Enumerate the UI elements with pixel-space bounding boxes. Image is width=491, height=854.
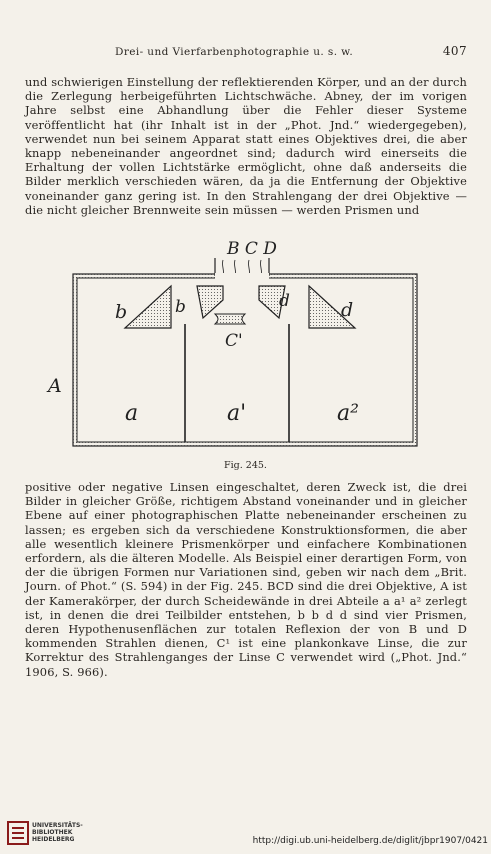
running-title: Drei- und Vierfarbenphotographie u. s. w. <box>115 46 354 58</box>
paragraph-1: und schwierigen Einstellung der reflektierenden Körper, und an der durch die Zerlegung herbeigeführten Lichtschwäche. Abney, der im vorigen Jahre selbst eine Abhandlung über die Fehler dieser Systeme veröffentlicht hat (ihr Inhalt ist in der „Phot. Jnd.“ wiedergegeben), verwendet nun bei seinem Apparat statt eines Objektives drei, die aber knapp nebeneinander angeordnet sind; dadurch wird einerseits die Erhaltung der vollen Lichtstärke ermöglicht, ohne daß anderseits die Bilder merklich verschieden wären, da ja die Entfernung der Objektive voneinander ganz gering ist. In den Strahlengang der drei Objektive — die nicht gleicher Brennweite sein müssen — werden Prismen und <box>25 75 467 217</box>
figure-245 <box>45 240 445 460</box>
body-bottom-fill <box>73 442 417 446</box>
label-compartment-a: a <box>125 401 139 426</box>
library-logo <box>6 818 126 850</box>
label-bcd: B C D <box>227 240 277 259</box>
figure-caption: Fig. 245. <box>224 460 267 471</box>
paragraph-2: positive oder negative Linsen eingeschaltet, deren Zweck ist, die drei Bilder in gleicher Größe, richtigem Abstand voneinander und in gleicher Ebene auf einer photographischen Platte nebeneinander erscheinen zu lassen; es ergeben sich da verschiedene Konstruktionsformen, die aber alle wesentlich kleinere Prismenkörper und einfachere Kombinationen erfordern, als die älteren Modelle. Als Beispiel einer derartigen Form, von der die übrigen Formen nur Variationen sind, geben wir nach dem „Brit. Journ. of Phot.“ (S. 594) in der Fig. 245. BCD sind die drei Objektive, A ist der Kamerakörper, der durch Scheidewände in drei Abteile a a¹ a² zerlegt ist, in denen die drei Teilbilder entstehen, b b d d sind vier Prismen, deren Hypothenusenflächen zur totalen Reflexion der von B und D kommenden Strahlen dienen, C¹ ist eine plankonkave Linse, die zur Korrektur des Strahlenganges der Linse C verwendet wird („Phot. Jnd.“ 1906, S. 966). <box>25 480 467 679</box>
logo-line-1: UNIVERSITÄTS- <box>32 822 83 829</box>
logo-line-3: HEIDELBERG <box>32 836 75 843</box>
label-camera-body: A <box>48 375 62 397</box>
lens-c-prime <box>215 314 245 324</box>
logo-line-2: BIBLIOTHEK <box>32 829 73 836</box>
body-left-fill <box>73 274 77 446</box>
label-prism-left: b <box>115 301 128 323</box>
label-prism-inner-right: d <box>279 291 290 311</box>
prism-inner-left-b <box>197 286 223 318</box>
prism-left-b <box>125 286 171 328</box>
apparatus-diagram <box>45 240 445 460</box>
label-lens: C' <box>225 331 243 351</box>
label-prism-right: d <box>341 299 354 321</box>
page-number: 407 <box>442 44 467 58</box>
label-compartment-a1: a' <box>227 401 247 426</box>
objective-gap <box>215 273 269 279</box>
body-right-fill <box>413 274 417 446</box>
label-compartment-a2: a² <box>337 401 359 426</box>
label-prism-inner-left: b <box>175 297 186 317</box>
library-seal-icon <box>6 820 30 846</box>
source-url[interactable]: http://digi.ub.uni-heidelberg.de/diglit/jbpr1907/0421 <box>252 836 488 846</box>
